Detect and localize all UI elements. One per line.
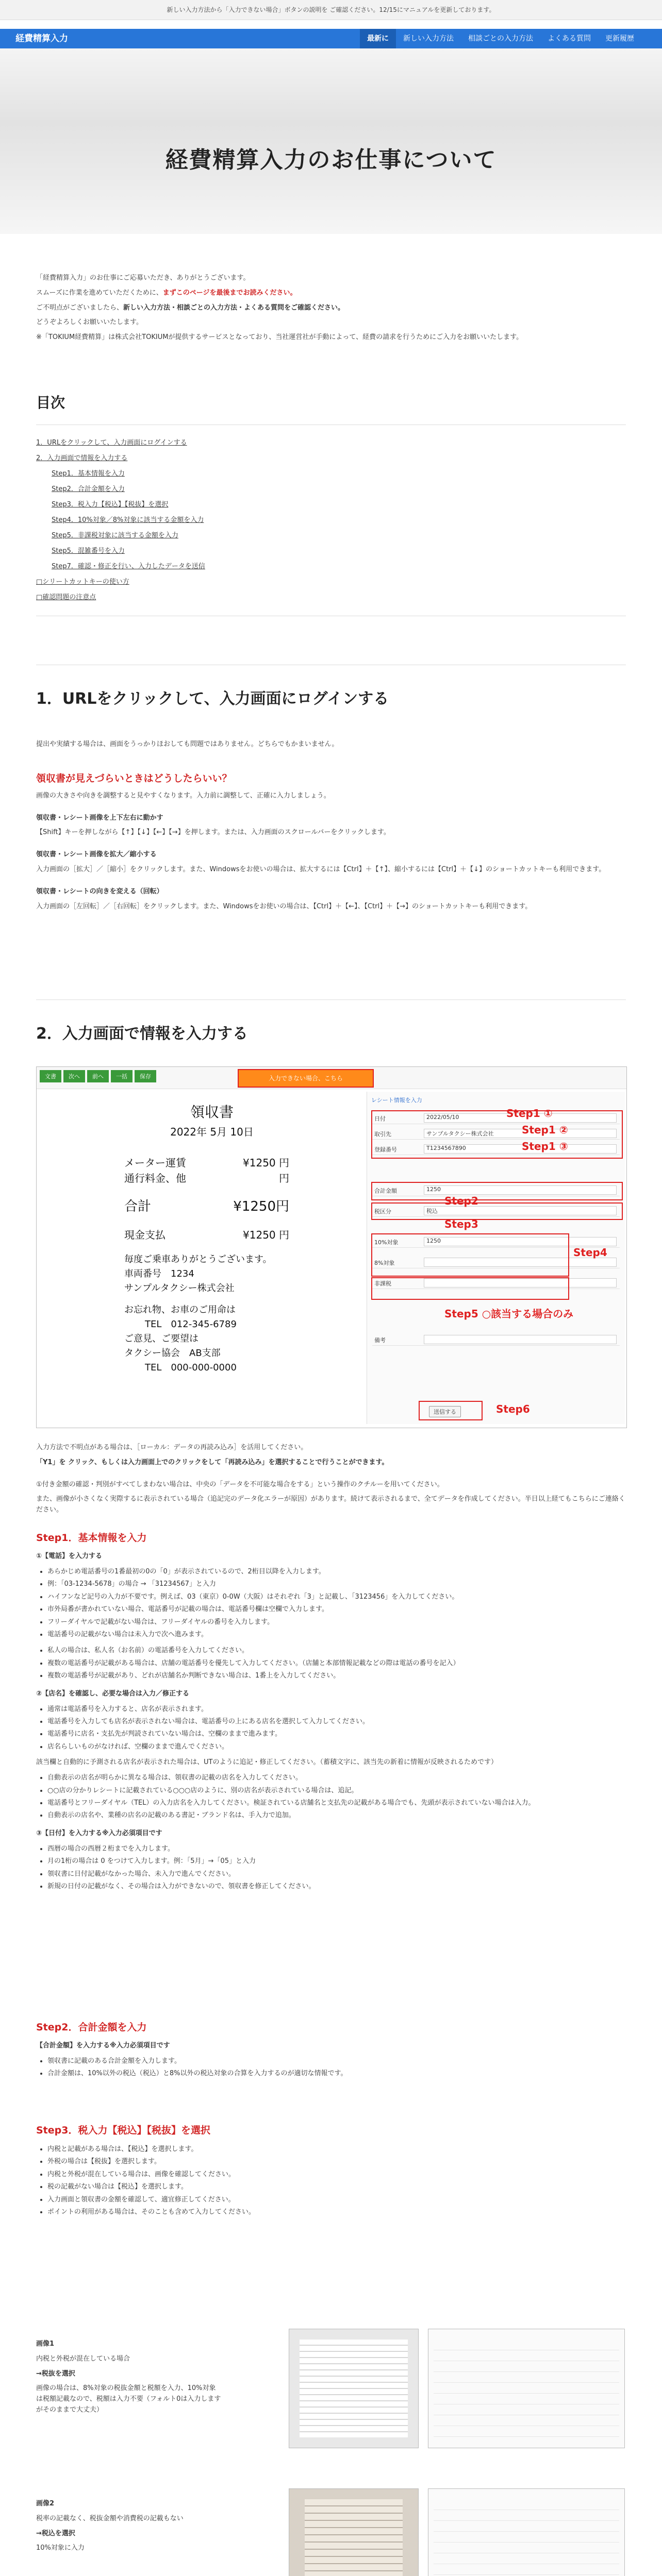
- example-2-line2: →税込を選択: [36, 2529, 75, 2537]
- step3-list: [36, 2144, 626, 2218]
- step1-3-tag: Step1 ③: [522, 1140, 568, 1153]
- receipt-company: サンプルタクシー株式会社: [124, 1283, 235, 1294]
- step2-tag: Step2: [444, 1195, 478, 1207]
- announcement-text: 新しい入力方法から「入力できない場合」ボタンの説明を ご確認ください。12/15にマニュアルを更新しております。: [167, 6, 495, 13]
- list-item: • 電話番号を入力しても店名が表示されない場合は、電話番号の上にある店名を選択して入力してください。: [47, 1716, 626, 1727]
- section-2-p1: 入力方法で不明点がある場合は、［ローカル：データの再読み込み］を活用してください。: [36, 1444, 308, 1451]
- tax-select[interactable]: 税込: [424, 1206, 617, 1215]
- example-2-form-image: [428, 2488, 625, 2576]
- toolbar-tab[interactable]: 保存: [135, 1070, 156, 1082]
- receipt-tel1: TEL 012-345-6789: [145, 1319, 237, 1330]
- toc-link[interactable]: Step5．混雑番号を入力: [52, 547, 125, 555]
- hero-banner: [0, 48, 662, 234]
- total-input[interactable]: 1250: [424, 1185, 617, 1195]
- list-item: • 電話番号に店名・支払先が判読されていない場合は、空欄のままで進みます。: [47, 1728, 626, 1739]
- step3-section: [36, 2123, 626, 2223]
- receipt-car-number: 車両番号 1234: [124, 1268, 194, 1279]
- example-2-text: [36, 2499, 222, 2558]
- toc-link[interactable]: Step1．基本情報を入力: [52, 470, 125, 478]
- example-2-line3: 10%対象に入力: [36, 2544, 85, 2552]
- step1-note: 該当欄と自動的に予測される店名が表示された場合は、UTのように追記・修正してください。（蓄積文字に、該当先の新着に情報が反映されるためです）: [36, 1758, 498, 1767]
- section-2-p3: ①付き金額の確認・判別がすべてしまわない場合は、中央の「データを不可能な場合をする」という操作のクチルーを用いてください。: [36, 1480, 444, 1488]
- list-item: • 自動表示の店名や、業種の店名の記載のある書記・ブランド名は、手入力で追加。: [47, 1810, 626, 1821]
- example-1-line2: →税抜を選択: [36, 2369, 75, 2378]
- toc-link[interactable]: □シリートカットキーの使い方: [36, 578, 129, 586]
- tax10-input[interactable]: 1250: [424, 1237, 617, 1246]
- note-input[interactable]: [424, 1335, 617, 1344]
- hint-heading-zoom: 領収書・レシート画像を拡大／縮小する: [36, 851, 157, 859]
- receipt-line2-label: 通行料金、他: [124, 1172, 186, 1184]
- receipt-tel2: TEL 000-000-0000: [145, 1362, 237, 1373]
- receipt-total-value: ¥1250円: [233, 1199, 289, 1214]
- vendor-input[interactable]: サンプルタクシー株式会社: [424, 1129, 617, 1138]
- example-1-receipt-image: [289, 2329, 419, 2448]
- list-item: • 電話番号の記載がない場合は未入力で次へ進みます。: [47, 1629, 626, 1640]
- section-1-p1: 提出や実績する場合は、画面をうっかりほおしても問題ではありません。どちらでもかまいません。: [36, 740, 339, 748]
- step2-section: [36, 2020, 626, 2084]
- toolbar-tab[interactable]: 一括: [111, 1070, 133, 1082]
- section-2: [36, 999, 626, 1043]
- highlight-box: [371, 1233, 569, 1277]
- list-item: • 月の1桁の場合は 0 をつけて入力します。例：「5月」→「05」と入力: [47, 1856, 626, 1867]
- section-2-text: [36, 1443, 626, 1520]
- list-item: • 外税の場合は【税抜】を選択します。: [47, 2156, 626, 2167]
- toc-link[interactable]: Step7．確認・修正を行い、入力したデータを送信: [52, 563, 205, 570]
- step1-list4: [36, 1772, 626, 1821]
- list-item: • 合計金額は、10%以外の税込（税込）と8%以外の税込対象の合算を入力するのが適切な情報です。: [47, 2068, 626, 2079]
- step2-title: Step2．合計金額を入力: [36, 2022, 147, 2033]
- hint-title: 領収書が見えづらいときはどうしたらいい？: [36, 772, 232, 784]
- receipt-cash-label: 現金支払: [124, 1229, 166, 1241]
- step2-head: 【合計金額】を入力する※入力必須項目です: [36, 2042, 170, 2049]
- main-nav: [360, 29, 641, 48]
- section-1: [36, 665, 626, 916]
- form-row-note: 備考: [372, 1334, 620, 1346]
- form-row-8: 8%対象: [372, 1257, 620, 1268]
- list-item: • 税の記載がない場合は【税込】を選択します。: [47, 2181, 626, 2192]
- section-2-p2: 「Y1」を クリック、もしくは入力画面上でのクリックをして「再読み込み」を選択することで行うことができます。: [36, 1458, 389, 1466]
- top-navbar: [0, 29, 662, 48]
- example-1-line1: 内税と外税が混在している場合: [36, 2354, 130, 2363]
- list-item: • ポイントの利用がある場合は、そのことも含めて入力してください。: [47, 2207, 626, 2217]
- nav-item-latest[interactable]: 最新に: [360, 29, 396, 48]
- input-form-panel: [367, 1092, 625, 1424]
- step1-2-tag: Step1 ②: [522, 1124, 568, 1136]
- list-item: • 領収書に記載のある合計金額を入力します。: [47, 2056, 626, 2066]
- toc-list: [36, 425, 626, 616]
- example-1-line3: 画像の場合は、8%対象の税抜金額と税額を入力、10%対象は税額記載なので、税額は入力不要（フォルト0は入力しますがそのままで大丈夫）: [36, 2384, 221, 2414]
- step2-list: [36, 2056, 626, 2079]
- form-row-exempt: 非課税: [372, 1277, 620, 1289]
- highlight-box: [419, 1401, 483, 1420]
- announcement-bar: [0, 0, 662, 20]
- form-row-date: 日付 2022/05/10: [372, 1112, 620, 1124]
- form-placeholder: [434, 2499, 619, 2576]
- form-row-tax: 税区分 税込: [372, 1205, 620, 1217]
- input-screen-screenshot: [36, 1066, 627, 1428]
- list-item: • 西暦の場合の西暦２桁までを入力します。: [47, 1843, 626, 1854]
- hint-move-text: 【Shift】キーを押しながら【↑】【↓】【←】【→】を押します。または、入力画面のスクロールバーをクリックします。: [36, 828, 390, 837]
- form-row-regno: 登録番号 T1234567890: [372, 1143, 620, 1155]
- page-title: 経費精算入力のお仕事について: [165, 147, 497, 173]
- list-item: • 私人の場合は、私人名（お名前）の電話番号を入力してください。: [47, 1645, 626, 1656]
- list-item: • 内税と外税が混在している場合は、画像を確認してください。: [47, 2169, 626, 2180]
- list-item: • ○○店の分かりレシートに記載されている○○○店のように、別の店名が表示されている場合は、追記。: [47, 1785, 626, 1796]
- intro-p3: ご不明点がございましたら、新しい入力方法・相談ごとの入力方法・よくある質問をご確認ください。: [36, 303, 345, 312]
- step1-list3: [36, 1704, 626, 1753]
- hint-heading-move: 領収書・レシート画像を上下左右に動かす: [36, 814, 163, 822]
- receipt-cash-value: ¥1250 円: [243, 1229, 289, 1241]
- cannot-input-button[interactable]: 入力できない場合、こちら: [238, 1069, 374, 1088]
- step1-list5: [36, 1843, 626, 1892]
- receipt-total-label: 合計: [124, 1199, 152, 1214]
- step1-section: [36, 1530, 626, 1897]
- toc-link[interactable]: 1．URLをクリックして、入力画面にログインする: [36, 439, 187, 447]
- form-row-10: 10%対象 1250: [372, 1236, 620, 1248]
- receipt-footer: [124, 1252, 272, 1375]
- step3-tag: Step3: [444, 1218, 478, 1230]
- toc-link[interactable]: Step2．合計金額を入力: [52, 485, 125, 493]
- receipt-placeholder: [305, 2499, 403, 2576]
- example-2-receipt-image: [289, 2488, 419, 2576]
- list-item: • 複数の電話番号が記載がある場合は、店舗の電話番号を優先して入力してください。（店舗と本部情報記載などの際は電話の番号を記入）: [47, 1658, 626, 1669]
- screenshot-toolbar: [37, 1067, 626, 1089]
- receipt-title: 領収書: [190, 1104, 234, 1121]
- example-1-text: [36, 2339, 222, 2420]
- list-item: • 新規の日付の記載がなく、その場合は入力ができないので、領収書を修正してください。: [47, 1881, 626, 1892]
- site-brand[interactable]: 経費精算入力: [15, 33, 68, 44]
- toolbar-tab[interactable]: 文書: [40, 1070, 61, 1082]
- highlight-box: [371, 1110, 623, 1159]
- hint-heading-rotate: 領収書・レシートの向きを変える（回転）: [36, 887, 163, 895]
- step3-title: Step3．税入力【税込】【税抜】を選択: [36, 2125, 210, 2136]
- toc-link[interactable]: 2．入力画面で情報を入力する: [36, 454, 128, 462]
- list-item: • 領収書に日付記載がなかった場合、未入力で進んでください。: [47, 1869, 626, 1879]
- nav-item-history[interactable]: 更新履歴: [605, 35, 634, 43]
- example-1-label: 画像1: [36, 2340, 55, 2348]
- list-item: • 例：「03-1234-5678」の場合 → 「31234567」と入力: [47, 1579, 626, 1589]
- step5-tag: Step5 ○該当する場合のみ: [444, 1308, 574, 1320]
- nav-item-new-input[interactable]: 新しい入力方法: [403, 35, 454, 43]
- receipt-lost: お忘れ物、お車のご用命は: [124, 1304, 236, 1315]
- section-1-title: 1．URLをクリックして、入力画面にログインする: [36, 665, 626, 708]
- step1-list1: [36, 1566, 626, 1640]
- toolbar-tab[interactable]: 次へ: [63, 1070, 85, 1082]
- nav-item-consult[interactable]: 相談ごとの入力方法: [468, 35, 533, 43]
- form-header: レシート情報を入力: [371, 1097, 422, 1104]
- form-row-total: 合計金額 1250: [372, 1184, 620, 1196]
- list-item: • 市外局番が書かれていない場合、電話番号が記載の場合は、電話番号欄は空欄で入力します。: [47, 1604, 626, 1615]
- list-item: • 入力画面と領収書の金額を確認して、適宜修正してください。: [47, 2194, 626, 2205]
- example-1-form-image: [428, 2329, 625, 2448]
- step1-list2: [36, 1645, 626, 1681]
- intro-p5: ※「TOKIUM経費精算」は株式会社TOKIUMが提供するサービスとなっており、当社運営社が手動によって、経費の請求を行うためにご入力をお願いいたします。: [36, 333, 523, 342]
- list-item: • 店名らしいものがなければ、空欄のままで進んでください。: [47, 1741, 626, 1752]
- submit-button[interactable]: 送信する: [429, 1406, 461, 1417]
- receipt-thanks: 毎度ご乗車ありがとうございます。: [124, 1254, 272, 1265]
- hint-zoom-text: 入力画面の［拡大］／［縮小］をクリックします。また、Windowsをお使いの場合は、拡大するには【Ctrl】＋【↑】、縮小するには【Ctrl】＋【↓】のショートカットキーも利用できます。: [36, 865, 606, 873]
- highlight-box: [371, 1202, 623, 1220]
- form-placeholder: [434, 2340, 619, 2437]
- list-item: • 複数の電話番号が記載があり、どれが店舗名か判断できない場合は、1番上を入力してください。: [47, 1670, 626, 1681]
- step1-head1: ①【電話】を入力する: [36, 1552, 103, 1560]
- step1-1-tag: Step1 ①: [506, 1107, 553, 1120]
- intro-section: [36, 273, 626, 347]
- step4-tag: Step4: [573, 1246, 607, 1259]
- hint-paragraph: 画像の大きさや向きを調整すると見やすくなります。入力前に調整して、正確に入力しましょう。: [36, 791, 330, 800]
- list-item: • 自動表示の店名が明らかに異なる場合は、領収書の記載の店名を入力してください。: [47, 1772, 626, 1783]
- highlight-box: [371, 1277, 569, 1300]
- list-item: • あらかじめ電話番号の1番最初の0の「0」が表示されているので、2桁目以降を入力します。: [47, 1566, 626, 1577]
- step1-title: Step1．基本情報を入力: [36, 1532, 147, 1544]
- toolbar-tab[interactable]: 前へ: [87, 1070, 109, 1082]
- section-2-p4: また、画像が小さくなく実際するに表示されている場合（追記完のデータ化エラーが原因）があります。続けて表示されるまで、全てデータを作成してください。半日以上経てもこちらにご連絡ください。: [36, 1495, 625, 1514]
- intro-p4: どうぞよろしくお願いいたします。: [36, 318, 143, 327]
- section-2-title: 2．入力画面で情報を入力する: [36, 999, 626, 1043]
- receipt-line1-label: メーター運賃: [124, 1157, 186, 1169]
- receipt-placeholder: [300, 2340, 408, 2437]
- list-item: • 電話番号とフリーダイヤル（TEL）の入力店名を入力してください。検証されている店舗名と支払先の記載がある場合でも、先頭が表示されていない場合は入力。: [47, 1798, 626, 1808]
- sample-receipt: [114, 1098, 310, 1417]
- list-item: • フリーダイヤルで記載がない場合は、フリーダイヤルの番号を入力します。: [47, 1617, 626, 1628]
- hint-rotate-text: 入力画面の［左回転］／［右回転］をクリックします。また、Windowsをお使いの場合は、【Ctrl】＋【←】、【Ctrl】＋【→】のショートカットキーも利用できます。: [36, 902, 532, 910]
- receipt-line1-value: ¥1250 円: [243, 1157, 289, 1169]
- step6-tag: Step6: [496, 1403, 530, 1415]
- list-item: • 通常は電話番号を入力すると、店名が表示されます。: [47, 1704, 626, 1715]
- step1-head3: ③【日付】を入力する※入力必須項目です: [36, 1829, 162, 1837]
- date-input[interactable]: 2022/05/10: [424, 1113, 617, 1123]
- example-2-label: 画像2: [36, 2500, 55, 2507]
- receipt-lost2: ご意見、ご要望は: [124, 1333, 198, 1344]
- toc-link[interactable]: Step3．税入力【税込】【税抜】を選択: [52, 501, 169, 509]
- highlight-box: [371, 1182, 623, 1200]
- receipt-line2-value: 円: [279, 1172, 289, 1184]
- form-row-vendor: 取引先 サンプルタクシー株式会社: [372, 1128, 620, 1140]
- toc-link[interactable]: □確認問題の注意点: [36, 594, 96, 601]
- step1-head2: ②【店名】を確認し、必要な場合は入力／修正する: [36, 1689, 190, 1698]
- example-2-line1: 税率の記載なく、税抜金額や消費税の記載もない: [36, 2514, 184, 2522]
- regno-input[interactable]: T1234567890: [424, 1144, 617, 1154]
- toc-link[interactable]: Step5．非課税対象に該当する金額を入力: [52, 532, 178, 539]
- toc-title: 目次: [36, 394, 65, 411]
- table-of-contents: [36, 392, 626, 616]
- list-item: • 内税と記載がある場合は、【税込】を選択します。: [47, 2144, 626, 2155]
- receipt-center: タクシー協会 AB支部: [124, 1348, 221, 1359]
- toc-link[interactable]: Step4．10%対象／8%対象に該当する金額を入力: [52, 516, 204, 524]
- nav-item-faq[interactable]: よくある質問: [548, 35, 591, 43]
- receipt-date: 2022年 5月 10日: [170, 1126, 254, 1138]
- intro-p1: 「経費精算入力」のお仕事にご応募いただき、ありがとうございます。: [36, 274, 250, 282]
- list-item: • ハイフンなど記号の入力が不要です。例えば、03（東京）0-0W（大阪）はそれぞれ「3」と記載し、「3123456」を入力してください。: [47, 1591, 626, 1602]
- intro-p2: スムーズに作業を進めていただくために、まずこのページを最後までお読みください。: [36, 289, 297, 297]
